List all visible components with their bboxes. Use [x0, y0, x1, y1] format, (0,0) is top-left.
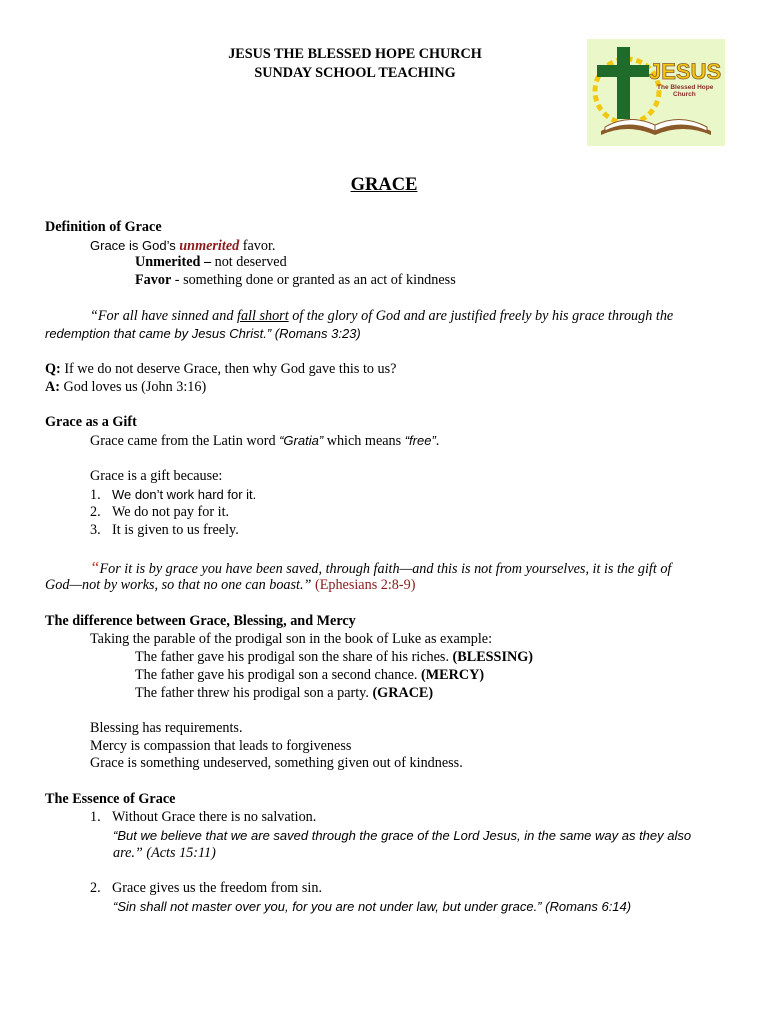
essence-item-text: Without Grace there is no salvation.	[112, 809, 317, 825]
unmerited-word: unmerited	[179, 238, 240, 254]
ephesians-reference: (Ephesians 2:8-9)	[314, 577, 416, 593]
note-blessing: Blessing has requirements.	[90, 720, 243, 736]
example-grace	[135, 685, 433, 703]
romans-6-quote: “Sin shall not master over you, for you are not under law, but under grace.” (Romans 6:14)	[113, 899, 632, 914]
essence-item-1	[90, 809, 316, 827]
unmerited-label: Unmerited –	[135, 254, 212, 270]
romans-quote-part2: of the glory of God and are justified freely by his grace through the	[292, 308, 674, 324]
romans-quote-underlined: fall short	[237, 308, 289, 324]
gift-because: Grace is a gift because:	[90, 468, 223, 484]
logo-tagline-1: The Blessed Hope	[657, 84, 714, 91]
gift-item-number: 3.	[90, 522, 101, 538]
logo-tagline-2: Church	[673, 91, 696, 98]
note-grace: Grace is something undeserved, something given out of kindness.	[90, 755, 463, 771]
cross-icon	[617, 47, 630, 119]
gift-item-3	[90, 522, 239, 540]
question	[45, 361, 396, 379]
example-mercy	[135, 667, 484, 685]
latin-meaning: “free”	[404, 433, 436, 448]
romans-quote-line-1	[90, 308, 673, 326]
church-name: JESUS THE BLESSED HOPE CHURCH	[228, 46, 482, 62]
gift-item-1	[90, 486, 256, 505]
gift-heading: Grace as a Gift	[45, 414, 137, 430]
example-text: The father gave his prodigal son a second chance.	[135, 667, 418, 683]
latin-line	[90, 432, 439, 451]
ephesians-quote-text-2: God—not by works, so that no one can boast.”	[45, 577, 312, 593]
answer	[45, 379, 206, 397]
question-label: Q:	[45, 361, 61, 377]
ephesians-quote-text-1: For it is by grace you have been saved, through faith—and this is not from yourselves, it is the gift of	[99, 561, 672, 577]
gift-item-text: We don’t work hard for it.	[112, 487, 257, 502]
gift-item-text: It is given to us freely.	[112, 522, 239, 538]
unmerited-definition	[135, 254, 287, 272]
difference-heading: The difference between Grace, Blessing, and Mercy	[45, 613, 356, 629]
answer-text: God loves us (John 3:16)	[63, 379, 207, 395]
favor-label: Favor	[135, 272, 172, 288]
page-title: GRACE	[350, 175, 418, 195]
latin-end: .	[435, 433, 440, 449]
gift-item-number: 2.	[90, 504, 101, 520]
example-text: The father threw his prodigal son a party.	[135, 685, 369, 701]
example-text: The father gave his prodigal son the share of his riches.	[135, 649, 449, 665]
ephesians-quote-line-2	[45, 577, 415, 595]
favor-text: - something done or granted as an act of kindness	[174, 272, 456, 288]
definition-text-a: Grace is God’s	[90, 238, 176, 253]
gift-item-number: 1.	[90, 487, 101, 503]
ephesians-quote-line-1	[90, 559, 671, 579]
note-mercy: Mercy is compassion that leads to forgiveness	[90, 738, 352, 754]
essence-heading: The Essence of Grace	[45, 791, 176, 807]
unmerited-text: not deserved	[214, 254, 287, 270]
essence-item-2	[90, 880, 322, 898]
romans-quote-part1: “For all have sinned and	[90, 308, 234, 324]
favor-definition	[135, 272, 456, 290]
definition-text-c: favor.	[242, 238, 276, 254]
ephesians-open-quote: “	[90, 558, 100, 577]
difference-intro: Taking the parable of the prodigal son in the book of Luke as example:	[90, 631, 493, 647]
essence-item-text: Grace gives us the freedom from sin.	[112, 880, 322, 896]
essence-item-number: 2.	[90, 880, 101, 896]
acts-quote-line-2: are.” (Acts 15:11)	[113, 845, 216, 861]
definition-line	[90, 237, 275, 256]
example-tag: (GRACE)	[372, 685, 434, 701]
definition-heading: Definition of Grace	[45, 219, 162, 235]
answer-label: A:	[45, 379, 60, 395]
romans-quote-line-2: redemption that came by Jesus Christ.” (Romans 3:23)	[45, 326, 361, 341]
logo-word: JESUS	[649, 59, 722, 84]
latin-text-b: which means	[326, 433, 402, 449]
question-text: If we do not deserve Grace, then why God gave this to us?	[64, 361, 397, 377]
latin-word: “Gratia”	[279, 433, 324, 448]
gift-item-text: We do not pay for it.	[112, 504, 230, 520]
document-subtitle: SUNDAY SCHOOL TEACHING	[254, 65, 456, 81]
gift-item-2	[90, 504, 229, 522]
essence-item-number: 1.	[90, 809, 101, 825]
church-logo	[587, 39, 725, 146]
example-tag: (BLESSING)	[452, 649, 533, 665]
example-tag: (MERCY)	[421, 667, 485, 683]
latin-text-a: Grace came from the Latin word	[90, 433, 276, 449]
example-blessing	[135, 649, 533, 667]
acts-quote-line-1: “But we believe that we are saved through the grace of the Lord Jesus, in the same way as they also	[113, 828, 692, 843]
